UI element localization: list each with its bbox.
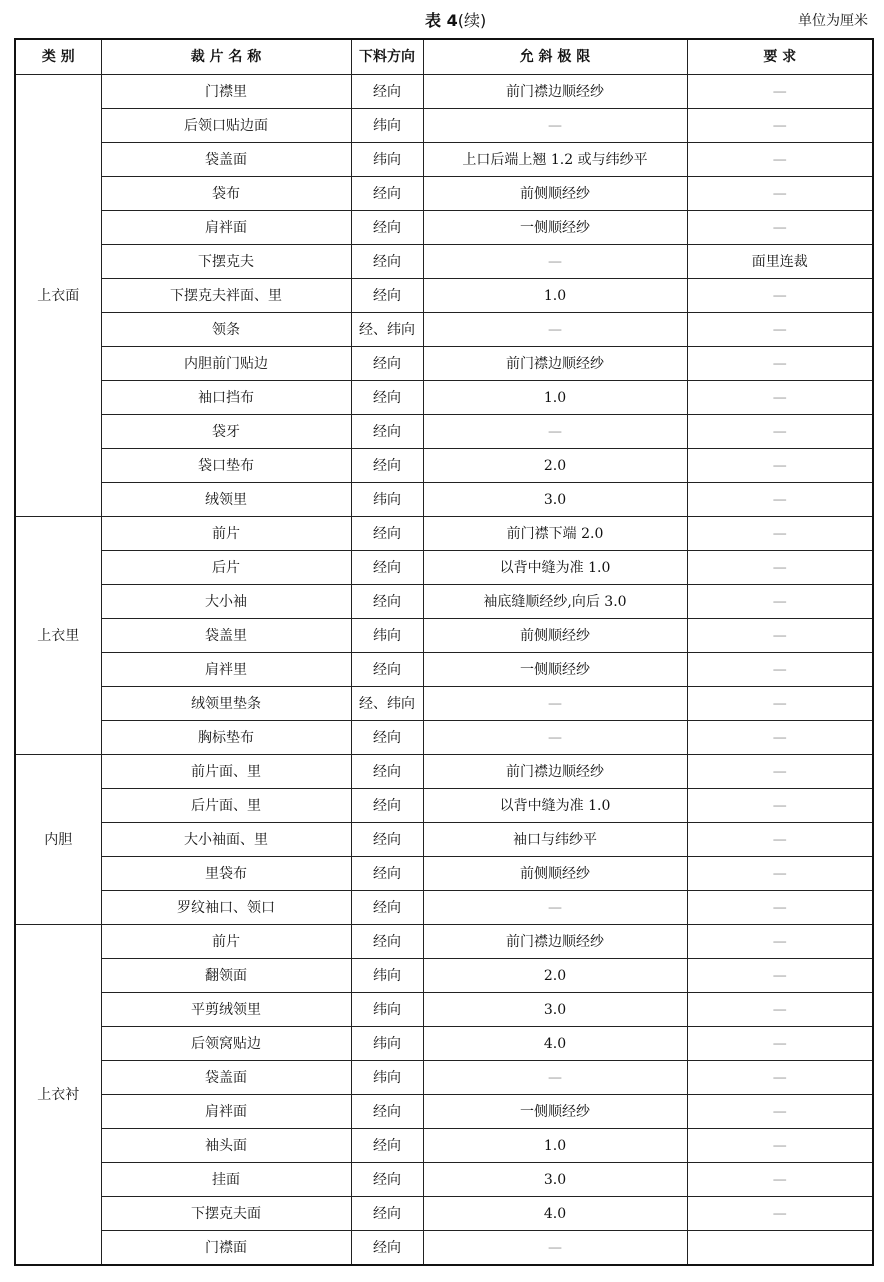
piece-name-cell: 后领口贴边面 — [101, 109, 351, 143]
limit-cell: — — [423, 245, 687, 279]
direction-cell: 纬向 — [351, 619, 423, 653]
direction-cell: 纬向 — [351, 1061, 423, 1095]
header-category: 类 别 — [15, 39, 101, 75]
requirement-cell: — — [687, 177, 873, 211]
direction-cell: 经向 — [351, 1197, 423, 1231]
direction-cell: 经、纬向 — [351, 313, 423, 347]
header-piece-name: 裁 片 名 称 — [101, 39, 351, 75]
limit-cell: 上口后端上翘 1.2 或与纬纱平 — [423, 143, 687, 177]
direction-cell: 纬向 — [351, 109, 423, 143]
requirement-cell: — — [687, 279, 873, 313]
requirement-cell: — — [687, 143, 873, 177]
limit-cell: 3.0 — [423, 483, 687, 517]
limit-cell: 前侧顺经纱 — [423, 619, 687, 653]
direction-cell: 经向 — [351, 381, 423, 415]
limit-cell: 前门襟边顺经纱 — [423, 925, 687, 959]
requirement-cell: — — [687, 381, 873, 415]
direction-cell: 经向 — [351, 1095, 423, 1129]
requirement-cell: — — [687, 449, 873, 483]
limit-cell: 一侧顺经纱 — [423, 1095, 687, 1129]
requirement-cell: — — [687, 959, 873, 993]
cutting-spec-table — [14, 38, 874, 1266]
table-row — [15, 857, 873, 891]
piece-name-cell: 袋盖里 — [101, 619, 351, 653]
direction-cell: 经向 — [351, 177, 423, 211]
table-row — [15, 381, 873, 415]
piece-name-cell: 肩袢面 — [101, 1095, 351, 1129]
requirement-cell: — — [687, 415, 873, 449]
direction-cell: 纬向 — [351, 959, 423, 993]
piece-name-cell: 袖头面 — [101, 1129, 351, 1163]
limit-cell: — — [423, 721, 687, 755]
requirement-cell: — — [687, 211, 873, 245]
table-row — [15, 1231, 873, 1266]
header-limit: 允 斜 极 限 — [423, 39, 687, 75]
piece-name-cell: 绒领里垫条 — [101, 687, 351, 721]
direction-cell: 经向 — [351, 585, 423, 619]
direction-cell: 经向 — [351, 1163, 423, 1197]
limit-cell: — — [423, 1061, 687, 1095]
direction-cell: 经向 — [351, 551, 423, 585]
requirement-cell: — — [687, 75, 873, 109]
limit-cell: 一侧顺经纱 — [423, 653, 687, 687]
table-row — [15, 585, 873, 619]
requirement-cell: — — [687, 1129, 873, 1163]
table-row — [15, 245, 873, 279]
table-row — [15, 1129, 873, 1163]
table-row — [15, 483, 873, 517]
requirement-cell: — — [687, 925, 873, 959]
piece-name-cell: 后片面、里 — [101, 789, 351, 823]
table-body — [15, 75, 873, 1266]
requirement-cell: — — [687, 517, 873, 551]
piece-name-cell: 袋牙 — [101, 415, 351, 449]
limit-cell: — — [423, 687, 687, 721]
table-row — [15, 1095, 873, 1129]
limit-cell: 一侧顺经纱 — [423, 211, 687, 245]
piece-name-cell: 袖口挡布 — [101, 381, 351, 415]
requirement-cell: — — [687, 755, 873, 789]
requirement-cell: — — [687, 823, 873, 857]
category-cell: 上衣衬 — [15, 925, 101, 1266]
piece-name-cell: 前片面、里 — [101, 755, 351, 789]
limit-cell: — — [423, 415, 687, 449]
table-row — [15, 1027, 873, 1061]
requirement-cell: — — [687, 891, 873, 925]
direction-cell: 经向 — [351, 1129, 423, 1163]
table-caption — [0, 8, 884, 32]
piece-name-cell: 下摆克夫袢面、里 — [101, 279, 351, 313]
requirement-cell — [687, 1231, 873, 1266]
piece-name-cell: 大小袖 — [101, 585, 351, 619]
piece-name-cell: 袋布 — [101, 177, 351, 211]
table-row — [15, 823, 873, 857]
direction-cell: 经向 — [351, 789, 423, 823]
requirement-cell: — — [687, 1061, 873, 1095]
limit-cell: — — [423, 313, 687, 347]
table-row — [15, 1163, 873, 1197]
table-row — [15, 551, 873, 585]
requirement-cell: — — [687, 347, 873, 381]
piece-name-cell: 袋盖面 — [101, 1061, 351, 1095]
table-row — [15, 313, 873, 347]
table-row — [15, 925, 873, 959]
limit-cell: 3.0 — [423, 993, 687, 1027]
direction-cell: 经、纬向 — [351, 687, 423, 721]
table-row — [15, 75, 873, 109]
direction-cell: 经向 — [351, 925, 423, 959]
piece-name-cell: 肩袢里 — [101, 653, 351, 687]
piece-name-cell: 罗纹袖口、领口 — [101, 891, 351, 925]
piece-name-cell: 大小袖面、里 — [101, 823, 351, 857]
requirement-cell: — — [687, 1197, 873, 1231]
limit-cell: 2.0 — [423, 449, 687, 483]
piece-name-cell: 内胆前门贴边 — [101, 347, 351, 381]
table-title-suffix: (续) — [457, 11, 487, 30]
table-row — [15, 211, 873, 245]
limit-cell: 2.0 — [423, 959, 687, 993]
requirement-cell: — — [687, 619, 873, 653]
category-cell: 上衣面 — [15, 75, 101, 517]
direction-cell: 经向 — [351, 1231, 423, 1266]
piece-name-cell: 门襟里 — [101, 75, 351, 109]
limit-cell: 以背中缝为准 1.0 — [423, 789, 687, 823]
requirement-cell: — — [687, 1027, 873, 1061]
direction-cell: 纬向 — [351, 993, 423, 1027]
direction-cell: 经向 — [351, 891, 423, 925]
direction-cell: 纬向 — [351, 143, 423, 177]
piece-name-cell: 里袋布 — [101, 857, 351, 891]
table-row — [15, 891, 873, 925]
limit-cell: 1.0 — [423, 1129, 687, 1163]
piece-name-cell: 胸标垫布 — [101, 721, 351, 755]
table-row — [15, 143, 873, 177]
piece-name-cell: 下摆克夫面 — [101, 1197, 351, 1231]
limit-cell: 4.0 — [423, 1027, 687, 1061]
table-row — [15, 1197, 873, 1231]
direction-cell: 经向 — [351, 721, 423, 755]
direction-cell: 经向 — [351, 415, 423, 449]
direction-cell: 经向 — [351, 279, 423, 313]
piece-name-cell: 下摆克夫 — [101, 245, 351, 279]
table-title-label: 表 4 — [425, 11, 458, 30]
piece-name-cell: 领条 — [101, 313, 351, 347]
piece-name-cell: 后片 — [101, 551, 351, 585]
limit-cell: 4.0 — [423, 1197, 687, 1231]
table-row — [15, 279, 873, 313]
limit-cell: 以背中缝为准 1.0 — [423, 551, 687, 585]
piece-name-cell: 前片 — [101, 517, 351, 551]
direction-cell: 经向 — [351, 653, 423, 687]
limit-cell: — — [423, 1231, 687, 1266]
direction-cell: 经向 — [351, 449, 423, 483]
requirement-cell: — — [687, 687, 873, 721]
category-cell: 内胆 — [15, 755, 101, 925]
limit-cell: 前门襟下端 2.0 — [423, 517, 687, 551]
piece-name-cell: 前片 — [101, 925, 351, 959]
piece-name-cell: 绒领里 — [101, 483, 351, 517]
limit-cell: 1.0 — [423, 381, 687, 415]
table-row — [15, 415, 873, 449]
requirement-cell: — — [687, 551, 873, 585]
piece-name-cell: 肩袢面 — [101, 211, 351, 245]
table-row — [15, 1061, 873, 1095]
unit-note: 单位为厘米 — [798, 13, 868, 29]
limit-cell: 前侧顺经纱 — [423, 177, 687, 211]
table-row — [15, 619, 873, 653]
piece-name-cell: 后领窝贴边 — [101, 1027, 351, 1061]
requirement-cell: — — [687, 789, 873, 823]
piece-name-cell: 袋口垫布 — [101, 449, 351, 483]
direction-cell: 经向 — [351, 517, 423, 551]
requirement-cell: — — [687, 585, 873, 619]
direction-cell: 经向 — [351, 823, 423, 857]
limit-cell: 前门襟边顺经纱 — [423, 755, 687, 789]
limit-cell: 袖口与纬纱平 — [423, 823, 687, 857]
limit-cell: 1.0 — [423, 279, 687, 313]
requirement-cell: — — [687, 857, 873, 891]
requirement-cell: — — [687, 313, 873, 347]
table-row — [15, 959, 873, 993]
table-header — [15, 39, 873, 75]
limit-cell: 前门襟边顺经纱 — [423, 347, 687, 381]
table-row — [15, 721, 873, 755]
category-cell: 上衣里 — [15, 517, 101, 755]
direction-cell: 纬向 — [351, 1027, 423, 1061]
table-row — [15, 347, 873, 381]
table-row — [15, 517, 873, 551]
direction-cell: 经向 — [351, 755, 423, 789]
requirement-cell: — — [687, 993, 873, 1027]
requirement-cell: — — [687, 109, 873, 143]
table-row — [15, 687, 873, 721]
piece-name-cell: 挂面 — [101, 1163, 351, 1197]
direction-cell: 经向 — [351, 245, 423, 279]
piece-name-cell: 平剪绒领里 — [101, 993, 351, 1027]
requirement-cell: — — [687, 483, 873, 517]
table-row — [15, 653, 873, 687]
piece-name-cell: 门襟面 — [101, 1231, 351, 1266]
limit-cell: 袖底缝顺经纱,向后 3.0 — [423, 585, 687, 619]
header-requirement: 要 求 — [687, 39, 873, 75]
piece-name-cell: 袋盖面 — [101, 143, 351, 177]
requirement-cell: — — [687, 721, 873, 755]
header-row — [15, 39, 873, 75]
requirement-cell: — — [687, 653, 873, 687]
limit-cell: — — [423, 109, 687, 143]
table-row — [15, 109, 873, 143]
requirement-cell: — — [687, 1095, 873, 1129]
direction-cell: 经向 — [351, 211, 423, 245]
direction-cell: 纬向 — [351, 483, 423, 517]
table-row — [15, 177, 873, 211]
direction-cell: 经向 — [351, 75, 423, 109]
direction-cell: 经向 — [351, 347, 423, 381]
table-row — [15, 755, 873, 789]
limit-cell: 3.0 — [423, 1163, 687, 1197]
requirement-cell: 面里连裁 — [687, 245, 873, 279]
direction-cell: 经向 — [351, 857, 423, 891]
limit-cell: 前门襟边顺经纱 — [423, 75, 687, 109]
limit-cell: 前侧顺经纱 — [423, 857, 687, 891]
table-row — [15, 449, 873, 483]
header-direction: 下料方向 — [351, 39, 423, 75]
table-row — [15, 789, 873, 823]
table-row — [15, 993, 873, 1027]
table-title — [425, 8, 486, 31]
piece-name-cell: 翻领面 — [101, 959, 351, 993]
requirement-cell: — — [687, 1163, 873, 1197]
limit-cell: — — [423, 891, 687, 925]
